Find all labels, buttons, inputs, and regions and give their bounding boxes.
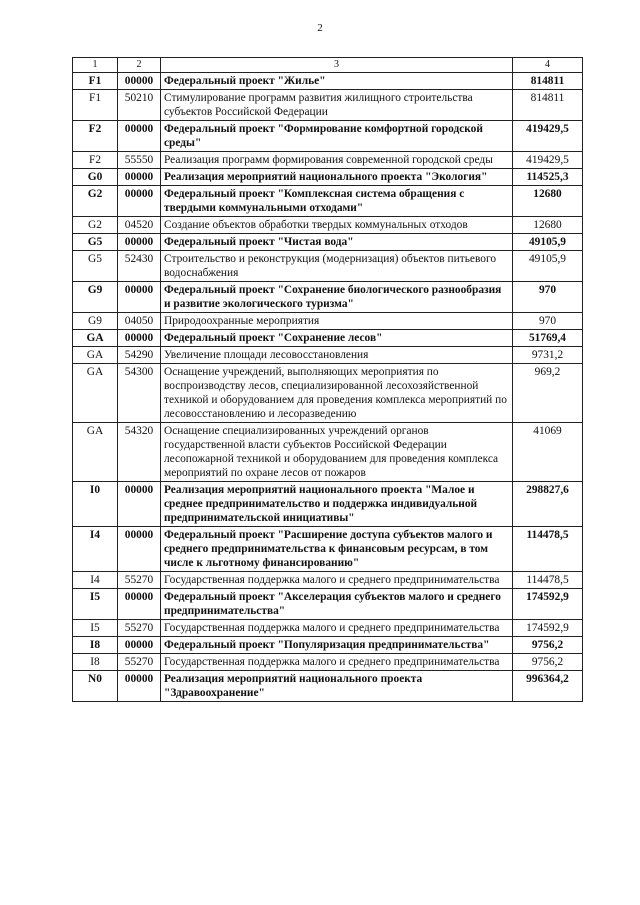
row-code: G5	[73, 251, 118, 282]
row-amount: 49105,9	[513, 251, 583, 282]
row-amount: 174592,9	[513, 620, 583, 637]
row-amount: 9756,2	[513, 637, 583, 654]
row-code: I5	[73, 589, 118, 620]
column-header-3: 3	[161, 58, 513, 73]
row-code: N0	[73, 671, 118, 702]
row-subcode: 54290	[118, 347, 161, 364]
row-name: Оснащение специализированных учреждений органов государственной власти субъектов Российской Федерации лесопожарной техникой и оборудованием для проведения комплекса мероприятий по охране лесов от пожаров	[161, 423, 513, 482]
row-amount: 970	[513, 313, 583, 330]
table-row	[73, 90, 583, 121]
row-code: G0	[73, 169, 118, 186]
row-amount: 9756,2	[513, 654, 583, 671]
row-amount: 814811	[513, 90, 583, 121]
row-name: Государственная поддержка малого и среднего предпринимательства	[161, 620, 513, 637]
row-amount: 114478,5	[513, 572, 583, 589]
row-name: Реализация мероприятий национального проекта "Здравоохранение"	[161, 671, 513, 702]
row-amount: 49105,9	[513, 234, 583, 251]
row-subcode: 55270	[118, 572, 161, 589]
row-name: Федеральный проект "Акселерация субъектов малого и среднего предпринимательства"	[161, 589, 513, 620]
row-name: Федеральный проект "Популяризация предпринимательства"	[161, 637, 513, 654]
table-row	[73, 313, 583, 330]
row-subcode: 04520	[118, 217, 161, 234]
table-row	[73, 654, 583, 671]
row-name: Федеральный проект "Чистая вода"	[161, 234, 513, 251]
column-header-1: 1	[73, 58, 118, 73]
row-name: Увеличение площади лесовосстановления	[161, 347, 513, 364]
table-body	[73, 73, 583, 702]
table-row	[73, 572, 583, 589]
row-amount: 114478,5	[513, 527, 583, 572]
table-row	[73, 169, 583, 186]
row-subcode: 00000	[118, 637, 161, 654]
table-row	[73, 364, 583, 423]
row-code: I5	[73, 620, 118, 637]
table-row	[73, 282, 583, 313]
page-number: 2	[317, 22, 323, 34]
row-name: Реализация программ формирования современной городской среды	[161, 152, 513, 169]
table-row	[73, 589, 583, 620]
row-amount: 51769,4	[513, 330, 583, 347]
row-subcode: 52430	[118, 251, 161, 282]
row-code: G2	[73, 217, 118, 234]
row-name: Федеральный проект "Формирование комфортной городской среды"	[161, 121, 513, 152]
row-name: Федеральный проект "Сохранение биологического разнообразия и развитие экологического туризма"	[161, 282, 513, 313]
row-code: G2	[73, 186, 118, 217]
row-subcode: 50210	[118, 90, 161, 121]
column-header-2: 2	[118, 58, 161, 73]
row-amount: 298827,6	[513, 482, 583, 527]
row-subcode: 00000	[118, 234, 161, 251]
row-subcode: 00000	[118, 527, 161, 572]
table-row	[73, 234, 583, 251]
row-code: I8	[73, 654, 118, 671]
row-code: G9	[73, 313, 118, 330]
row-name: Реализация мероприятий национального проекта "Экология"	[161, 169, 513, 186]
table-row	[73, 251, 583, 282]
row-subcode: 00000	[118, 121, 161, 152]
row-amount: 174592,9	[513, 589, 583, 620]
row-code: GA	[73, 330, 118, 347]
row-name: Федеральный проект "Комплексная система обращения с твердыми коммунальными отходами"	[161, 186, 513, 217]
row-code: GA	[73, 423, 118, 482]
row-amount: 41069	[513, 423, 583, 482]
row-amount: 12680	[513, 217, 583, 234]
row-subcode: 00000	[118, 330, 161, 347]
row-subcode: 55270	[118, 620, 161, 637]
row-amount: 419429,5	[513, 121, 583, 152]
row-name: Оснащение учреждений, выполняющих мероприятия по воспроизводству лесов, специализированной лесохозяйственной техникой и оборудованием для проведения комплекса мероприятий по лесовосстановлению и лесоразведению	[161, 364, 513, 423]
budget-table	[72, 57, 583, 702]
table-row	[73, 620, 583, 637]
row-amount: 996364,2	[513, 671, 583, 702]
table-row	[73, 637, 583, 654]
row-subcode: 04050	[118, 313, 161, 330]
table-row	[73, 217, 583, 234]
table-row	[73, 186, 583, 217]
row-code: G9	[73, 282, 118, 313]
row-code: I0	[73, 482, 118, 527]
row-name: Создание объектов обработки твердых коммунальных отходов	[161, 217, 513, 234]
row-name: Строительство и реконструкция (модернизация) объектов питьевого водоснабжения	[161, 251, 513, 282]
table-row	[73, 73, 583, 90]
row-name: Государственная поддержка малого и среднего предпринимательства	[161, 654, 513, 671]
table-row	[73, 527, 583, 572]
row-subcode: 54300	[118, 364, 161, 423]
row-code: I4	[73, 572, 118, 589]
row-code: F1	[73, 73, 118, 90]
table-header	[73, 58, 583, 73]
column-header-4: 4	[513, 58, 583, 73]
row-subcode: 55270	[118, 654, 161, 671]
row-name: Природоохранные мероприятия	[161, 313, 513, 330]
row-subcode: 00000	[118, 169, 161, 186]
row-code: F2	[73, 121, 118, 152]
row-amount: 814811	[513, 73, 583, 90]
row-code: I8	[73, 637, 118, 654]
row-subcode: 00000	[118, 186, 161, 217]
table-row	[73, 152, 583, 169]
row-code: I4	[73, 527, 118, 572]
row-subcode: 00000	[118, 589, 161, 620]
row-code: F2	[73, 152, 118, 169]
row-name: Реализация мероприятий национального проекта "Малое и среднее предпринимательство и поддержка индивидуальной предпринимательской инициативы"	[161, 482, 513, 527]
row-amount: 419429,5	[513, 152, 583, 169]
row-name: Федеральный проект "Сохранение лесов"	[161, 330, 513, 347]
row-name: Государственная поддержка малого и среднего предпринимательства	[161, 572, 513, 589]
row-code: F1	[73, 90, 118, 121]
row-name: Федеральный проект "Жилье"	[161, 73, 513, 90]
table-row	[73, 347, 583, 364]
row-amount: 970	[513, 282, 583, 313]
row-amount: 969,2	[513, 364, 583, 423]
row-subcode: 00000	[118, 671, 161, 702]
row-amount: 114525,3	[513, 169, 583, 186]
row-name: Федеральный проект "Расширение доступа субъектов малого и среднего предпринимательства к финансовым ресурсам, в том числе к льготному финансированию"	[161, 527, 513, 572]
row-code: G5	[73, 234, 118, 251]
table-row	[73, 423, 583, 482]
row-code: GA	[73, 347, 118, 364]
table-row	[73, 482, 583, 527]
row-subcode: 54320	[118, 423, 161, 482]
table-row	[73, 330, 583, 347]
row-subcode: 00000	[118, 482, 161, 527]
row-subcode: 55550	[118, 152, 161, 169]
row-amount: 9731,2	[513, 347, 583, 364]
row-amount: 12680	[513, 186, 583, 217]
table-row	[73, 671, 583, 702]
row-code: GA	[73, 364, 118, 423]
row-subcode: 00000	[118, 282, 161, 313]
table-row	[73, 121, 583, 152]
row-name: Стимулирование программ развития жилищного строительства субъектов Российской Федерации	[161, 90, 513, 121]
row-subcode: 00000	[118, 73, 161, 90]
